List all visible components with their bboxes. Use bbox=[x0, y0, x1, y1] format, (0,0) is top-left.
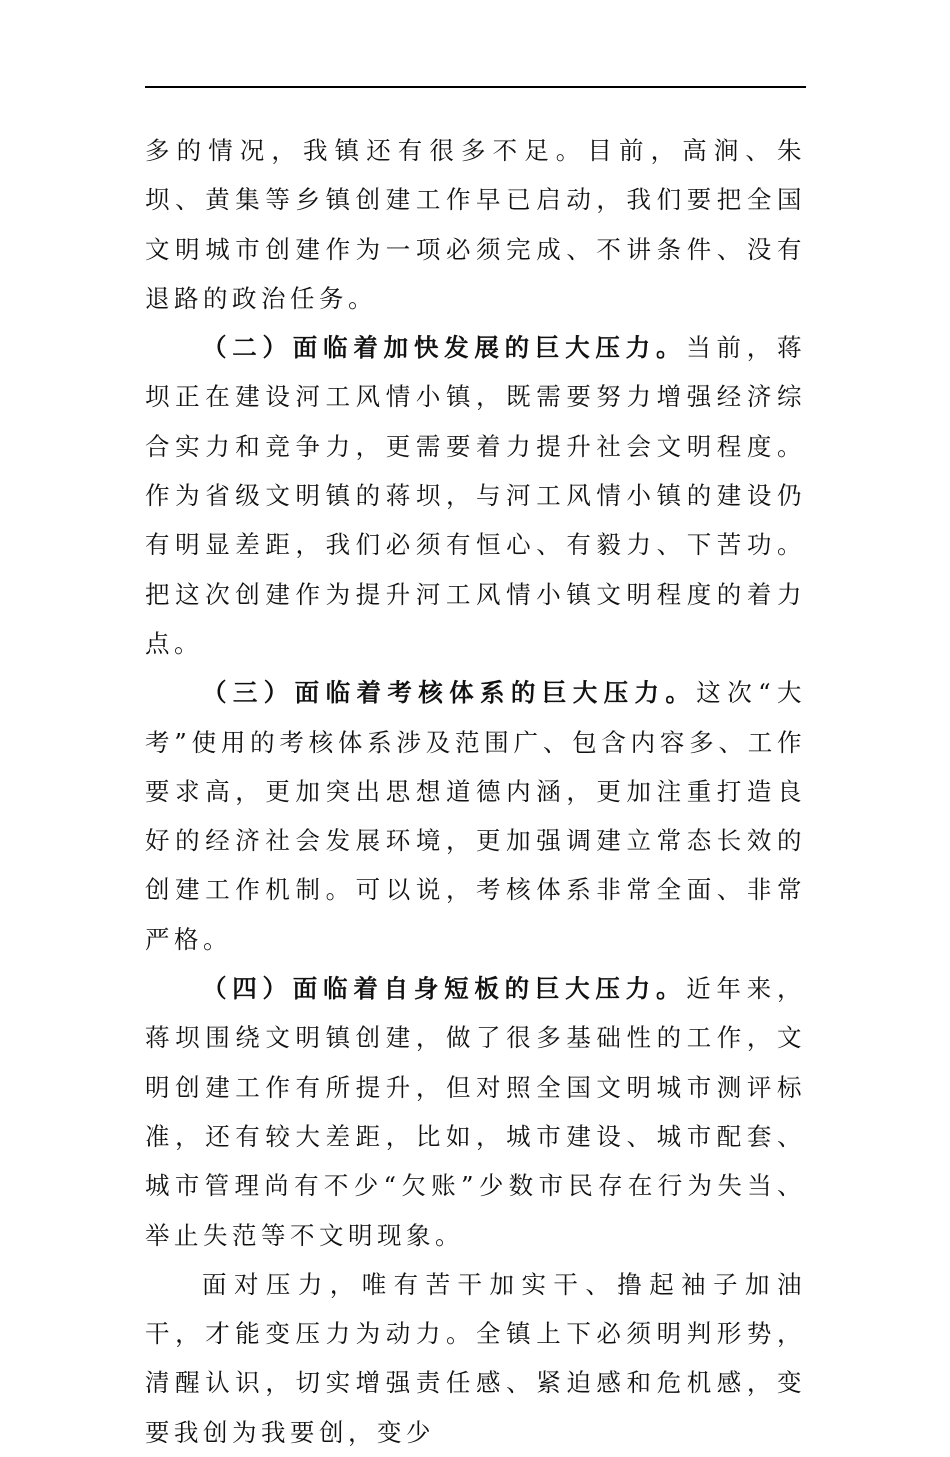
paragraph-continuation bbox=[145, 126, 806, 323]
paragraph-text: 当前，蒋坝正在建设河工风情小镇，既需要努力增强经济综合实力和竞争力，更需要着力提升社会文明程度。作为省级文明镇的蒋坝，与河工风情小镇的建设仍有明显差距，我们必须有恒心、有毅力、下苦功。把这次创建作为提升河工风情小镇文明程度的着力点。 bbox=[145, 333, 807, 658]
paragraph-text: 面对压力，唯有苦干加实干、撸起袖子加油干，才能变压力为动力。全镇上下必须明判形势，清醒认识，切实增强责任感、紧迫感和危机感，变要我创为我要创，变少 bbox=[145, 1269, 806, 1447]
paragraph-text: 这次“大考”使用的考核体系涉及范围广、包含内容多、工作要求高，更加突出思想道德内涵，更加注重打造良好的经济社会发展环境，更加强调建立常态长效的创建工作机制。可以说，考核体系非常全面、非常严格。 bbox=[145, 678, 807, 954]
paragraph-text: 近年来，蒋坝围绕文明镇创建，做了很多基础性的工作，文明创建工作有所提升，但对照全国文明城市测评标准，还有较大差距，比如，城市建设、城市配套、城市管理尚有不少“欠账”少数市民存在行为失当、举止失范等不文明现象。 bbox=[145, 974, 807, 1250]
paragraph-section-3 bbox=[145, 668, 806, 964]
section-heading-3: （三）面临着考核体系的巨大压力。 bbox=[202, 678, 697, 708]
paragraph-section-4 bbox=[145, 964, 806, 1260]
header-rule bbox=[145, 86, 806, 88]
paragraph-closing bbox=[145, 1260, 806, 1457]
document-body bbox=[145, 126, 806, 1457]
section-heading-4: （四）面临着自身短板的巨大压力。 bbox=[202, 974, 687, 1004]
section-heading-2: （二）面临着加快发展的巨大压力。 bbox=[202, 333, 687, 363]
paragraph-section-2 bbox=[145, 323, 806, 668]
paragraph-text: 多的情况，我镇还有很多不足。目前，高涧、朱坝、黄集等乡镇创建工作早已启动，我们要把全国文明城市创建作为一项必须完成、不讲条件、没有退路的政治任务。 bbox=[145, 136, 806, 313]
